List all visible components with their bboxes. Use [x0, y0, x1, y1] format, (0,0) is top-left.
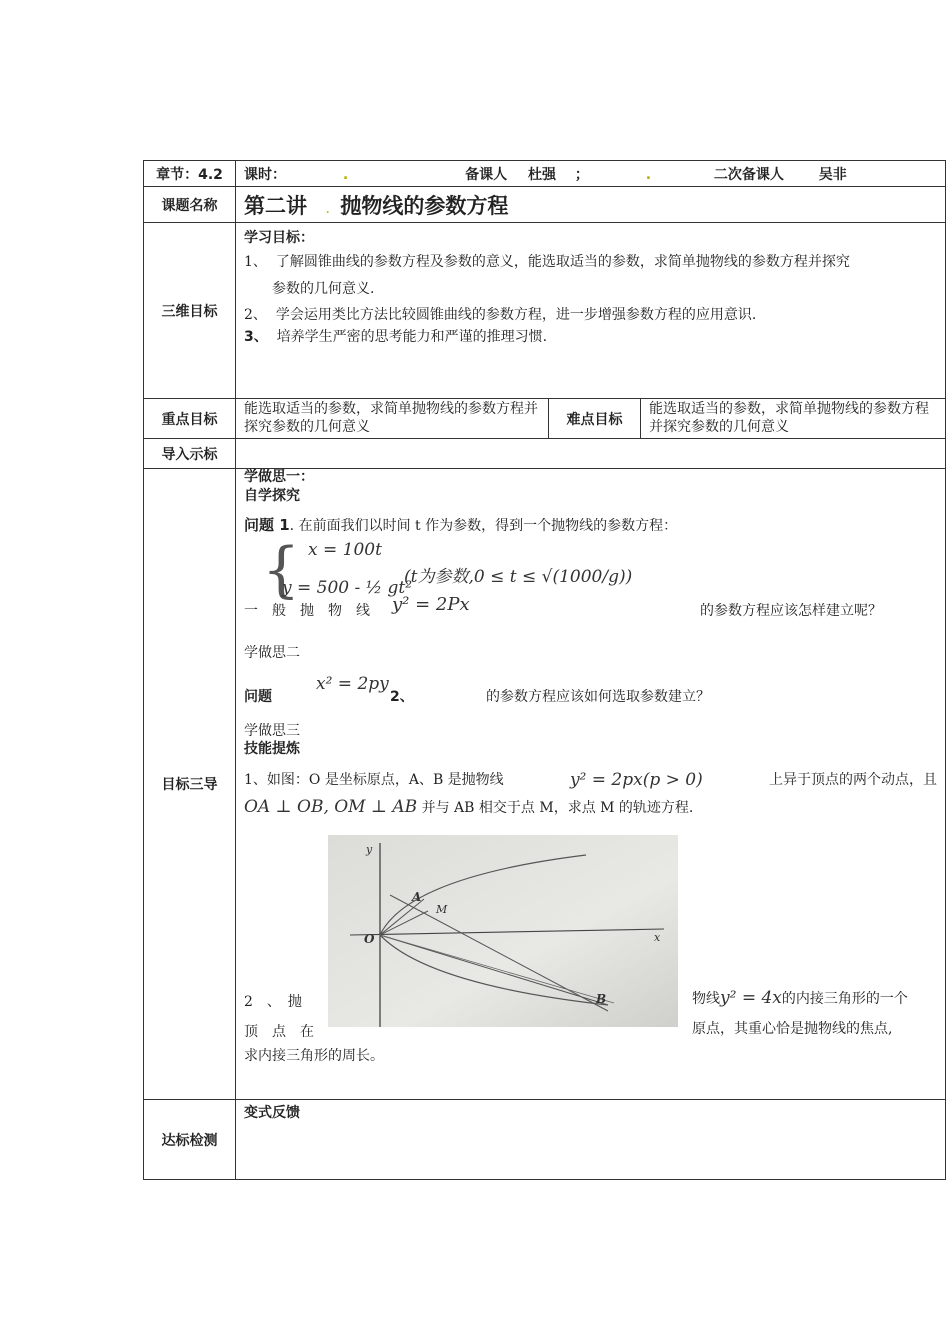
section3-title: 学做思三 — [244, 723, 300, 739]
key-points-label: 重点目标 — [144, 399, 236, 439]
label-x-axis: x — [654, 931, 661, 944]
difficult-text: 能选取适当的参数，求简单抛物线的参数方程并探究参数的几何意义 — [641, 399, 946, 439]
topic-title-part1: 第二讲 — [244, 193, 307, 218]
goals-label: 三维目标 — [144, 223, 236, 399]
general-eq: y² = 2Px — [392, 594, 470, 615]
guide-row — [144, 469, 946, 1100]
header-row — [144, 161, 946, 187]
goals-row — [144, 223, 946, 399]
check-label: 达标检测 — [144, 1100, 236, 1180]
meta-cell: 课时： . 备课人 杜强 ； . 二次备课人 吴非 — [236, 161, 946, 187]
example-2-block — [244, 835, 937, 1067]
topic-label: 课题名称 — [144, 187, 236, 223]
eq-condition: (t为参数,0 ≤ t ≤ √(1000/g)) — [404, 567, 633, 587]
second-preparer-label: 二次备课人 — [713, 166, 784, 183]
question-2: 问题 x² = 2py 2、 的参数方程应该如何选取参数建立？ — [244, 674, 710, 705]
difficult-label: 难点目标 — [549, 399, 641, 439]
ex1-eq: y² = 2px(p > 0) — [569, 770, 703, 790]
goal-item-2: 2、 学会运用类比方法比较圆锥曲线的参数方程，进一步增强参数方程的应用意识. — [244, 307, 757, 323]
goal-item-3: 3、 培养学生严密的思考能力和严谨的推理习惯. — [244, 329, 548, 345]
preparer-name: 杜强 — [527, 166, 556, 183]
section2-title: 学做思二 — [244, 645, 300, 661]
general-parabola-line — [244, 594, 937, 622]
example-2-left: 2 、 抛 顶 点 在 — [244, 994, 314, 1040]
label-point-b: B — [596, 992, 607, 1006]
goals-cell — [236, 223, 946, 399]
section3-subtitle: 技能提炼 — [244, 741, 300, 757]
topic-cell: 第二讲 . 抛物线的参数方程 — [236, 187, 946, 223]
general-prefix: 一 般 抛 物 线 — [244, 603, 370, 619]
label-origin: O — [364, 932, 375, 946]
section1-subtitle: 自学探究 — [244, 488, 300, 504]
chapter-cell: 章节：4.2 — [144, 161, 236, 187]
intro-row — [144, 439, 946, 469]
check-row — [144, 1100, 946, 1180]
key-points-row — [144, 399, 946, 439]
check-cell — [236, 1100, 946, 1180]
eq-y: y = 500 - ½ gt² — [282, 578, 413, 598]
section1-title: 学做思一： — [244, 469, 314, 485]
label-point-m: M — [436, 903, 448, 916]
lesson-time-label: 课时： — [244, 166, 286, 183]
example-2-tail: 求内接三角形的周长。 — [244, 1048, 384, 1064]
intro-cell — [236, 439, 946, 469]
example-1: 1、如图：O 是坐标原点，A、B 是抛物线 y² = 2px(p > 0) 上异于顶点的两个动点，且 — [244, 766, 937, 794]
second-preparer-name: 吴非 — [818, 166, 847, 183]
separator: ； — [574, 166, 589, 183]
q2-eq: x² = 2py — [316, 674, 389, 694]
goal-item-1: 1、 了解圆锥曲线的参数方程及参数的意义，能选取适当的参数，求简单抛物线的参数方程并探究 参数的几何意义. — [244, 254, 850, 297]
topic-title-part2: 抛物线的参数方程 — [340, 193, 509, 218]
goals-heading: 学习目标： — [244, 230, 314, 246]
ex2-eq: y² = 4x — [720, 988, 782, 1008]
preparer-label: 备课人 — [465, 166, 508, 183]
lesson-plan-table — [143, 160, 946, 1180]
parametric-equation: { x = 100t y = 500 - ½ gt² (t为参数,0 ≤ t ≤ √(1000/g)) — [262, 535, 633, 605]
general-suffix: 的参数方程应该怎样建立呢？ — [700, 603, 882, 619]
check-heading: 变式反馈 — [244, 1105, 300, 1121]
intro-label: 导入示标 — [144, 439, 236, 469]
eq-x: x = 100t — [308, 540, 382, 560]
guide-label: 目标三导 — [144, 469, 236, 1100]
parabola-figure — [328, 835, 678, 1027]
key-points-text: 能选取适当的参数，求简单抛物线的参数方程并探究参数的几何意义 — [236, 399, 549, 439]
guide-cell — [236, 469, 946, 1100]
topic-row — [144, 187, 946, 223]
label-y-axis: y — [366, 843, 373, 856]
question-1: 问题 1. 在前面我们以时间 t 作为参数，得到一个抛物线的参数方程： — [244, 516, 678, 534]
label-point-a: A — [412, 890, 422, 904]
example-1-condition: OA ⊥ OB, OM ⊥ AB 并与 AB 相交于点 M，求点 M 的轨迹方程. — [244, 797, 694, 817]
example-2-right: 物线y² = 4x的内接三角形的一个 原点，其重心恰是抛物线的焦点, — [692, 988, 908, 1037]
